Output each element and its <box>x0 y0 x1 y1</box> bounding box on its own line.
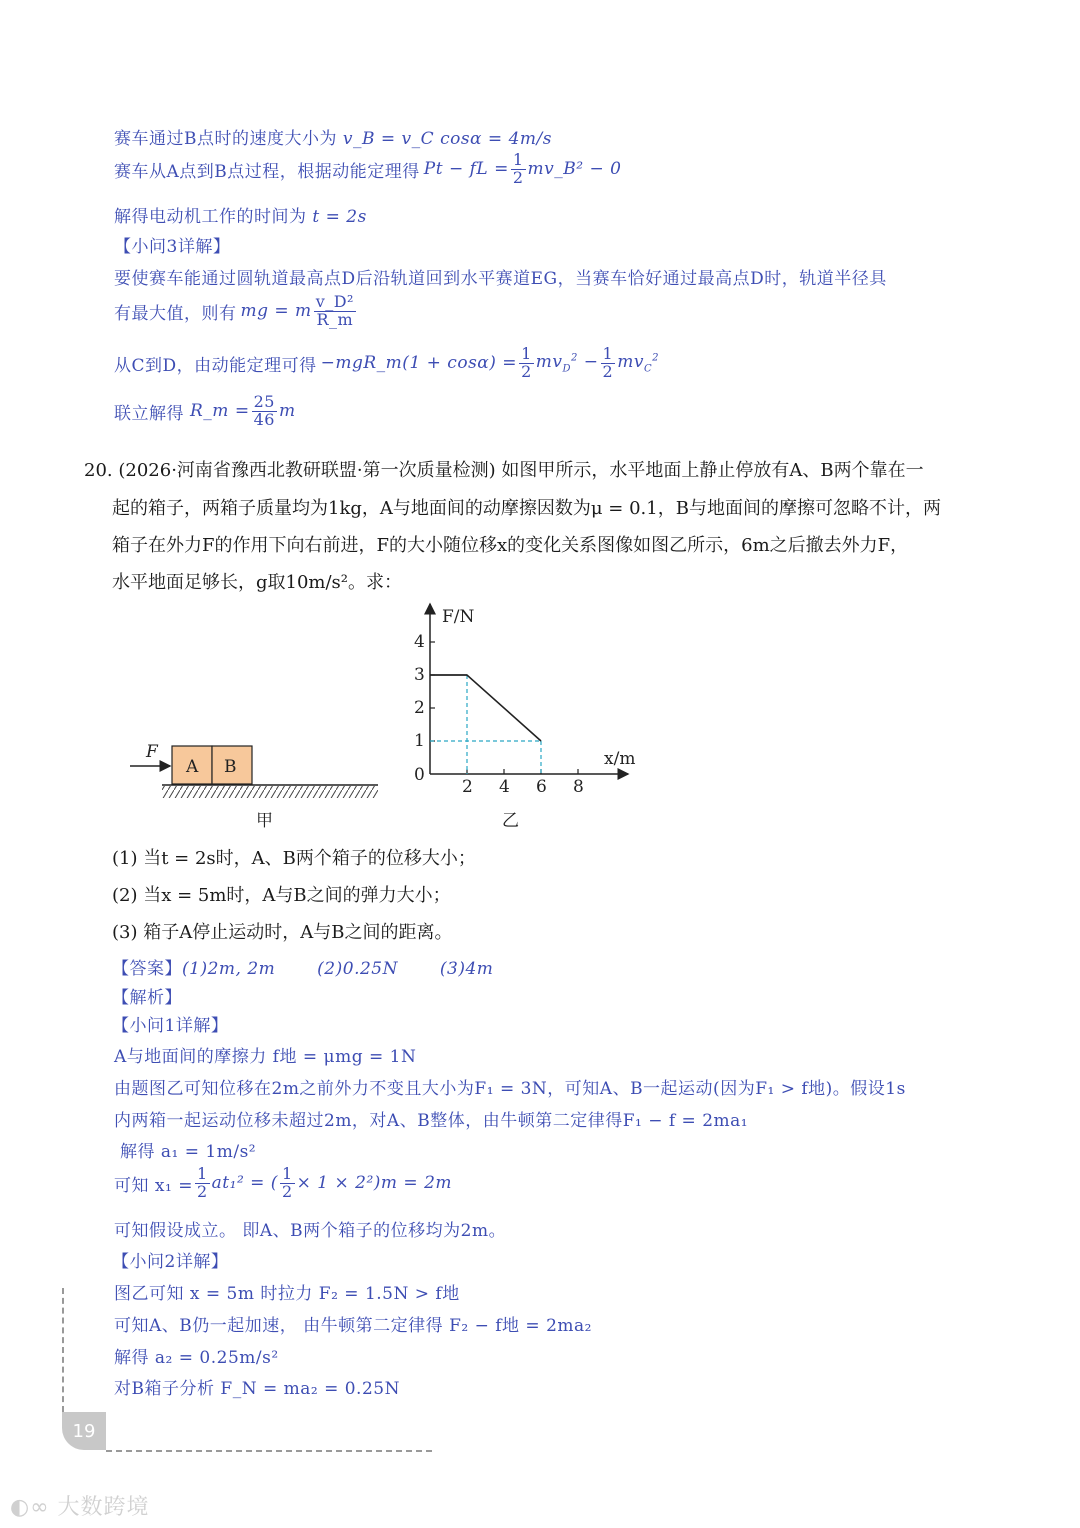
y-tick-label-3: 3 <box>414 665 425 685</box>
solution-line-4: 要使赛车能通过圆轨道最高点D后沿轨道回到水平赛道EG，当赛车恰好通过最高点D时，轨道半径具 <box>114 269 887 289</box>
analysis-line-5: 可知 x₁ = $\frac{1}{2}$ at₁² = ( $\frac{1}{2}$ × 1 × 2²)m = 2m <box>114 1164 453 1201</box>
figure-yi-chart <box>400 600 650 832</box>
y-axis-label: F/N <box>442 607 475 627</box>
solution-line-7: 联立解得 R_m = $\frac{25}{46}$ m <box>114 392 296 429</box>
solution-line-1: 赛车通过B点时的速度大小为 v_B = v_C cosα = 4m/s <box>114 129 552 149</box>
solution-line-2: 赛车从A点到B点过程，根据动能定理得 Pt − fL = $\frac{1}{2}$ mv_B² − 0 <box>114 150 622 187</box>
ground-hatch <box>162 786 378 798</box>
analysis-line-9: 解得 a₂ = 0.25m/s² <box>114 1348 279 1368</box>
watermark-logo-icon: ◐∞ <box>10 1495 50 1520</box>
svg-text:B: B <box>224 757 237 777</box>
question-3: (3) 箱子A停止运动时，A与B之间的距离。 <box>112 922 453 943</box>
x-tick-label-6: 6 <box>536 777 547 797</box>
question-2: (2) 当x = 5m时，A与B之间的弹力大小； <box>112 885 451 906</box>
eq-vb: v_B = v_C cosα = 4m/s <box>342 129 552 149</box>
analysis-line-6: 可知假设成立。 即A、B两个箱子的位移均为2m。 <box>114 1221 507 1241</box>
x-tick-label-8: 8 <box>573 777 584 797</box>
solution-line-6: 从C到D，由动能定理可得 −mgR_m(1 + cosα) = $\frac{1}{2}$ $mv_D^2$ − $\frac{1}{2}$ $mv_C^2$ <box>114 344 659 381</box>
page-border-vertical <box>62 1288 64 1412</box>
solution-line-5: 有最大值，则有 mg = m $\frac{\text{v\_D²}}{R\_m}$ <box>114 292 354 329</box>
question-1: (1) 当t = 2s时，A、B两个箱子的位移大小； <box>112 848 476 869</box>
answer-line: 【答案】(1)2m, 2m (2)0.25N (3)4m <box>112 959 494 979</box>
sub-question-2-tag: 【小问2详解】 <box>112 1252 229 1272</box>
problem-20-line-1: 20. (2026·河南省豫西北教研联盟·第一次质量检测) 如图甲所示，水平地面上静止停放有A、B两个靠在一 <box>84 460 924 481</box>
analysis-line-4: 解得 a₁ = 1m/s² <box>120 1142 257 1162</box>
figure-jia <box>120 730 390 840</box>
fraction-25-46: $\frac{25}{46}$ <box>253 392 275 429</box>
y-tick-label-4: 4 <box>414 632 425 652</box>
analysis-line-7: 图乙可知 x = 5m 时拉力 F₂ = 1.5N > f地 <box>114 1284 460 1304</box>
solution-line-3: 解得电动机工作的时间为 t = 2s <box>114 207 367 227</box>
fraction-half-5: $\frac{1}{2}$ <box>281 1164 293 1201</box>
x-tick-label-4: 4 <box>499 777 510 797</box>
x-tick-label-2: 2 <box>462 777 473 797</box>
page-border-horizontal <box>106 1450 432 1452</box>
analysis-line-1: A与地面间的摩擦力 f地 = μmg = 1N <box>114 1047 417 1067</box>
y-tick-label-1: 1 <box>414 731 425 751</box>
origin-label: 0 <box>414 765 425 785</box>
fraction-half-4: $\frac{1}{2}$ <box>196 1164 208 1201</box>
fraction-half: $\frac{1}{2}$ <box>512 150 524 187</box>
problem-20-line-2: 起的箱子，两箱子质量均为1kg，A与地面间的动摩擦因数为μ = 0.1，B与地面间的摩擦可忽略不计，两 <box>112 498 941 519</box>
problem-20-line-4: 水平地面足够长，g取10m/s²。求： <box>112 572 403 593</box>
problem-20-line-3: 箱子在外力F的作用下向右前进，F的大小随位移x的变化关系图像如图乙所示，6m之后撤去外力F， <box>112 535 909 556</box>
fraction-vd-over-rm: $\frac{\text{v\_D²}}{R\_m}$ <box>315 292 354 329</box>
caption-yi: 乙 <box>502 811 519 831</box>
watermark: ◐∞ 大数跨境 <box>10 1495 150 1520</box>
svg-text:A: A <box>186 757 199 777</box>
series-line <box>430 675 541 741</box>
fraction-half-3: $\frac{1}{2}$ <box>602 344 614 381</box>
analysis-line-3: 内两箱一起运动位移未超过2m，对A、B整体，由牛顿第二定律得F₁ − f = 2ma₁ <box>114 1111 749 1131</box>
analysis-line-10: 对B箱子分析 F_N = ma₂ = 0.25N <box>114 1379 400 1399</box>
sub-question-1-tag: 【小问1详解】 <box>112 1016 229 1036</box>
fraction-half-2: $\frac{1}{2}$ <box>521 344 532 381</box>
analysis-line-8: 可知A、B仍一起加速， 由牛顿第二定律得 F₂ − f地 = 2ma₂ <box>114 1316 592 1336</box>
sub-question-3-tag: 【小问3详解】 <box>114 237 231 257</box>
answer-tag: 【答案】 <box>112 959 182 979</box>
caption-jia: 甲 <box>256 811 273 831</box>
y-tick-label-2: 2 <box>414 698 425 718</box>
analysis-tag: 【解析】 <box>112 988 182 1008</box>
analysis-line-2: 由题图乙可知位移在2m之前外力不变且大小为F₁ = 3N，可知A、B一起运动(因为F₁ > f地)。假设1s <box>114 1079 906 1099</box>
x-axis-label: x/m <box>604 749 636 769</box>
page-number: 19 <box>62 1412 106 1450</box>
problem-number: 20. <box>84 460 113 481</box>
force-label: F <box>146 742 158 762</box>
